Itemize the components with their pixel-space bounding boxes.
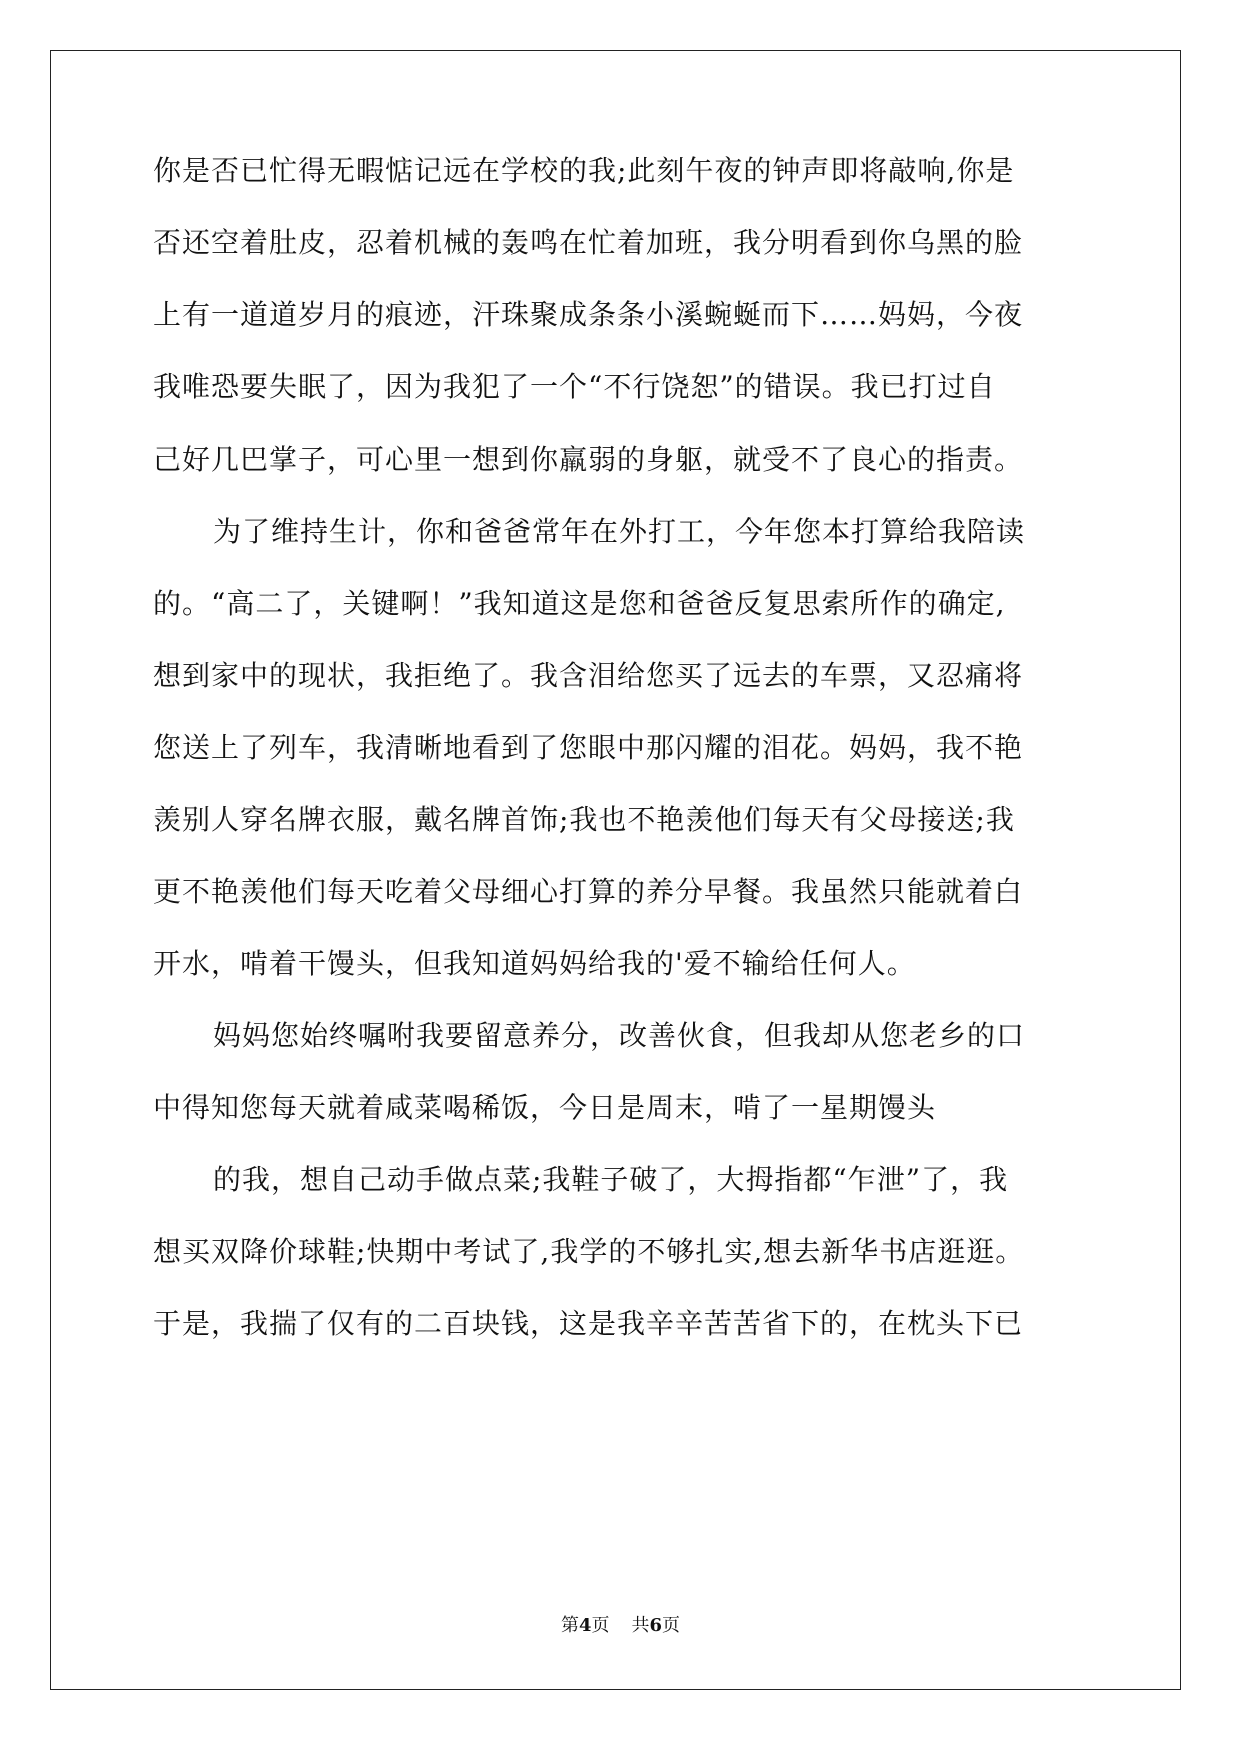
text-line: 上有一道道岁月的痕迹，汗珠聚成条条小溪蜿蜒而下……妈妈，今夜	[153, 298, 1024, 331]
page-number: 4	[578, 1615, 592, 1636]
text-line: 想买双降价球鞋;快期中考试了,我学的不够扎实,想去新华书店逛逛。	[153, 1235, 1025, 1268]
text-line: 妈妈您始终嘱咐我要留意养分，改善伙食，但我却从您老乡的口	[213, 1019, 1026, 1052]
page-suffix: 页	[591, 1615, 610, 1636]
text-line: 您送上了列车，我清晰地看到了您眼中那闪耀的泪花。妈妈，我不艳	[153, 731, 1024, 764]
total-suffix: 页	[662, 1615, 681, 1636]
page-prefix: 第	[560, 1615, 579, 1636]
text-line: 的。“高二了，关键啊！”我知道这是您和爸爸反复思索所作的确定,	[153, 587, 1006, 620]
text-line: 想到家中的现状，我拒绝了。我含泪给您买了远去的车票，又忍痛将	[153, 659, 1024, 692]
text-line: 否还空着肚皮，忍着机械的轰鸣在忙着加班，我分明看到你乌黑的脸	[153, 226, 1024, 259]
text-line: 于是，我揣了仅有的二百块钱，这是我辛辛苦苦省下的，在枕头下已	[153, 1307, 1024, 1340]
text-line: 的我，想自己动手做点菜;我鞋子破了，大拇指都“乍泄”了，我	[213, 1163, 1009, 1196]
text-line: 你是否已忙得无暇惦记远在学校的我;此刻午夜的钟声即将敲响,你是	[153, 154, 1015, 187]
text-line: 我唯恐要失眠了，因为我犯了一个“不行饶恕”的错误。我已打过自	[153, 370, 996, 403]
text-line: 己好几巴掌子，可心里一想到你羸弱的身躯，就受不了良心的指责。	[153, 443, 1024, 476]
total-pages: 6	[649, 1615, 663, 1636]
text-line: 为了维持生计，你和爸爸常年在外打工，今年您本打算给我陪读	[213, 515, 1026, 548]
text-line: 羡别人穿名牌衣服，戴名牌首饰;我也不艳羡他们每天有父母接送;我	[153, 803, 1015, 836]
total-prefix: 共	[631, 1615, 650, 1636]
text-line: 中得知您每天就着咸菜喝稀饭，今日是周末，啃了一星期馒头	[153, 1091, 937, 1124]
page-footer	[0, 1614, 1241, 1638]
text-line: 更不艳羡他们每天吃着父母细心打算的养分早餐。我虽然只能就着白	[153, 875, 1024, 908]
text-line: 开水，啃着干馒头，但我知道妈妈给我的'爱不输给任何人。	[153, 947, 916, 980]
